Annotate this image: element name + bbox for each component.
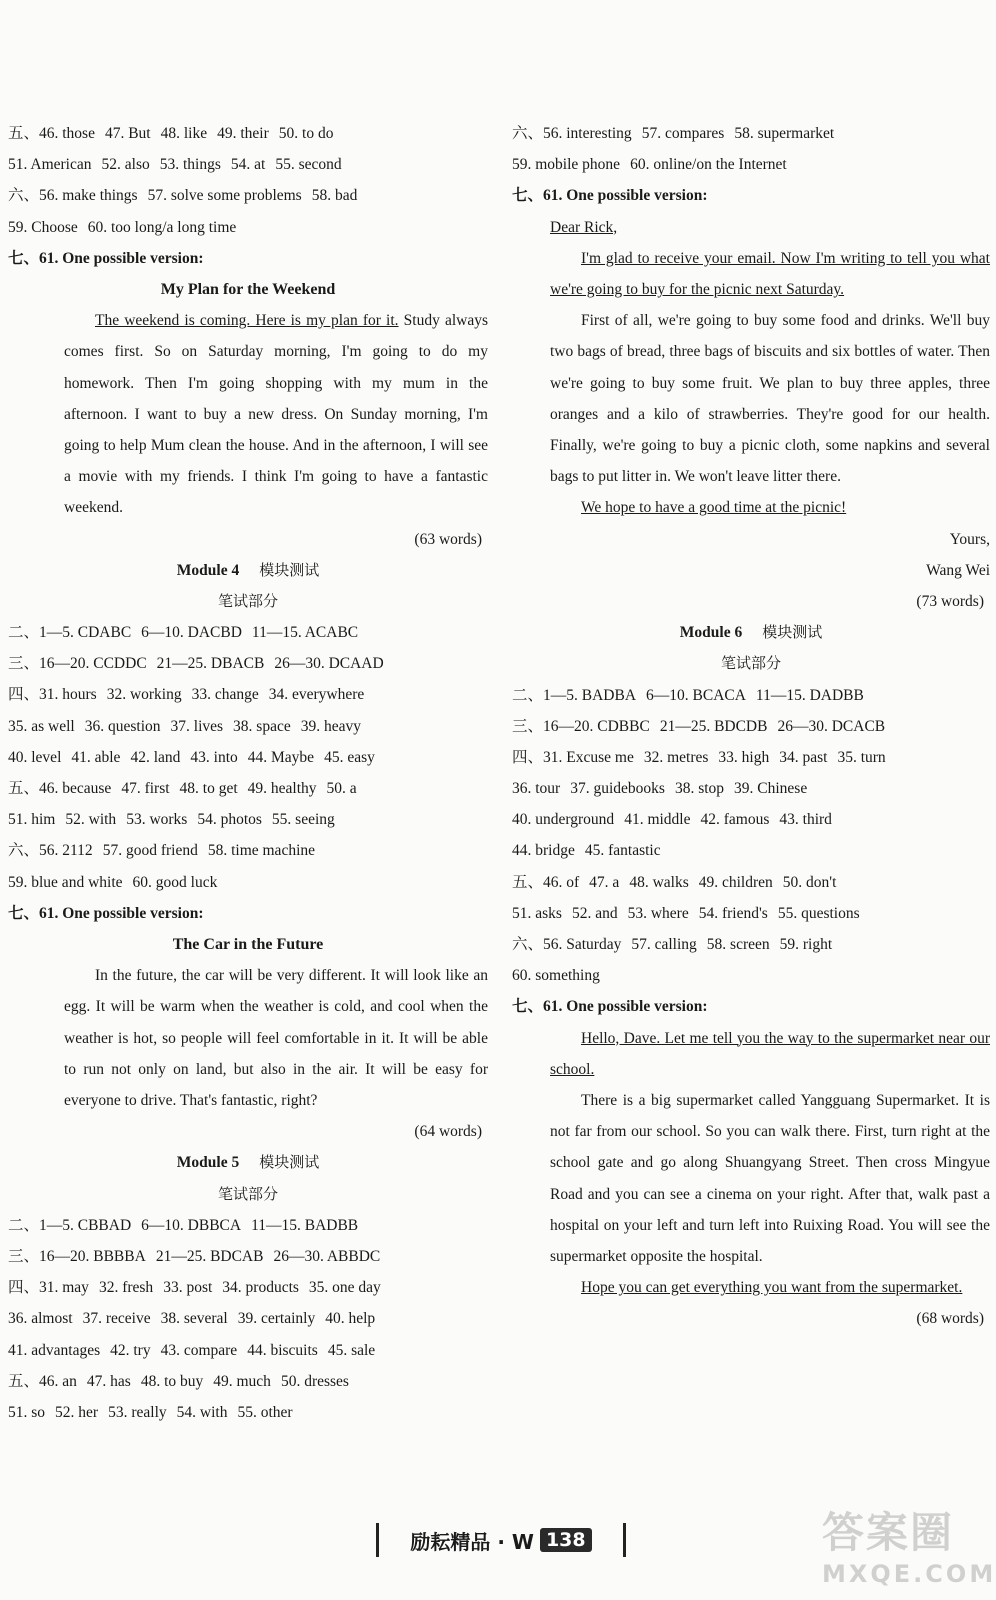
- left-column: [8, 118, 488, 1428]
- watermark-url: MXQE.COM: [822, 1560, 996, 1588]
- answer-item: 11—15. ACABC: [251, 624, 359, 642]
- answer-item: 50. to do: [278, 125, 334, 142]
- answer-item: 35. one day: [308, 1279, 381, 1297]
- answer-item: 50. don't: [782, 873, 837, 891]
- brand-label: 励耘精品 · W: [410, 1529, 534, 1554]
- essay-intro: 七、61. One possible version:: [8, 249, 204, 267]
- answer-item: 45. easy: [324, 748, 375, 766]
- answer-line: [512, 711, 990, 742]
- m3-answers: [8, 118, 488, 243]
- answer-line: [8, 1366, 488, 1397]
- answer-item: 39. Chinese: [734, 780, 808, 798]
- module-4-subtitle: 笔试部分: [217, 591, 278, 610]
- answer-item: 四、31. Excuse me: [512, 748, 634, 766]
- answer-item: 26—30. ABBDC: [273, 1247, 381, 1265]
- answer-item: 6—10. BCACA: [646, 686, 746, 704]
- answer-item: 41. middle: [624, 811, 691, 829]
- answer-item: 60. good luck: [132, 873, 218, 891]
- answer-item: 37. lives: [170, 717, 224, 735]
- essay-title: My Plan for the Weekend: [160, 280, 336, 298]
- answer-line: [512, 804, 990, 835]
- m5-answers: [8, 1210, 488, 1428]
- answer-item: 51. so: [8, 1403, 46, 1421]
- answer-item: 34. products: [222, 1279, 299, 1297]
- answer-item: 32. fresh: [98, 1279, 154, 1297]
- answer-item: 52. and: [571, 904, 618, 922]
- answer-line: [8, 617, 488, 648]
- answer-item: 六、56. interesting: [512, 125, 632, 142]
- answer-item: 6—10. DACBD: [141, 624, 242, 642]
- answer-item: 43. into: [190, 748, 238, 766]
- answer-item: 36. tour: [512, 780, 561, 798]
- answer-item: 三、16—20. CDBBC: [512, 717, 650, 735]
- essay-intro: 七、61. One possible version:: [512, 187, 708, 205]
- answer-item: 四、31. hours: [8, 686, 97, 704]
- answer-item: 45. fantastic: [584, 842, 661, 860]
- essay-para-2: There is a big supermarket called Yangguang Supermarket. It is not far from our school. So you can walk there. First, turn right at the school gate and go along Shuangyang Street. Then cross Mingyue Road and you can see a cinema on your right. After that, walk past a hospital on your left and turn left into Ruixing Road. You will see the supermarket opposite the hospital.: [550, 1091, 990, 1265]
- answer-item: 52. her: [55, 1403, 99, 1421]
- answer-item: 42. land: [130, 748, 181, 766]
- answer-item: 43. third: [779, 811, 832, 829]
- right-column: [512, 118, 990, 1335]
- answer-line: [8, 1272, 488, 1303]
- answer-item: 50. dresses: [280, 1372, 349, 1390]
- letter-para-3: We hope to have a good time at the picnic!: [581, 499, 847, 517]
- answer-line: [512, 960, 990, 991]
- answer-item: 二、1—5. BADBA: [512, 686, 637, 704]
- answer-item: 39. heavy: [300, 717, 361, 735]
- module-5-title: Module 5 模块测试: [176, 1153, 320, 1172]
- letter-salutation: Dear Rick,: [550, 218, 618, 236]
- module-4-title: Module 4 模块测试: [176, 560, 320, 579]
- answer-item: 33. post: [163, 1279, 213, 1297]
- answer-line: [8, 118, 488, 149]
- answer-item: 36. almost: [8, 1310, 73, 1328]
- answer-item: 32. metres: [643, 748, 709, 766]
- word-count: (64 words): [414, 1123, 482, 1141]
- answer-line: [8, 149, 488, 180]
- m6-essay: [512, 1023, 990, 1304]
- answer-item: 54. with: [176, 1403, 228, 1421]
- answer-item: 43. compare: [160, 1341, 238, 1359]
- answer-item: 34. past: [779, 748, 828, 766]
- answer-item: 35. turn: [837, 748, 886, 766]
- answer-item: 40. level: [8, 748, 62, 766]
- answer-item: 11—15. DADBB: [755, 686, 864, 704]
- answer-item: 57. solve some problems: [147, 187, 302, 205]
- answer-item: 55. questions: [777, 904, 860, 922]
- answer-item: 26—30. DCACB: [777, 717, 886, 735]
- answer-item: 六、56. 2112: [8, 842, 93, 860]
- answer-item: 55. seeing: [271, 811, 335, 829]
- answer-line: [8, 1335, 488, 1366]
- answer-item: 47. a: [589, 873, 620, 891]
- answer-item: 57. calling: [631, 936, 697, 954]
- answer-line: [8, 773, 488, 804]
- module-6-subtitle: 笔试部分: [720, 654, 781, 673]
- answer-item: 58. screen: [706, 936, 770, 954]
- answer-item: 21—25. DBACB: [156, 655, 265, 673]
- answer-item: 53. really: [108, 1403, 167, 1421]
- answer-item: 51. asks: [512, 904, 562, 922]
- answer-item: 54. photos: [197, 811, 262, 829]
- word-count: (63 words): [414, 530, 482, 548]
- answer-line: [512, 867, 990, 898]
- answer-item: 49. much: [213, 1372, 271, 1390]
- answer-item: 53. works: [126, 811, 188, 829]
- answer-item: 五、46. those: [8, 125, 95, 142]
- answer-item: 44. bridge: [512, 842, 575, 860]
- answer-item: 五、46. an: [8, 1372, 77, 1390]
- answer-line: [512, 118, 990, 149]
- answer-item: 41. advantages: [8, 1341, 101, 1359]
- answer-item: 52. with: [65, 811, 117, 829]
- watermark-logo: [822, 1500, 996, 1596]
- answer-item: 37. guidebooks: [570, 780, 665, 798]
- answer-line: [8, 867, 488, 898]
- answer-line: [512, 835, 990, 866]
- answer-item: 六、56. Saturday: [512, 936, 622, 954]
- module-6-title: Module 6 模块测试: [679, 623, 823, 642]
- essay-first-sentence: The weekend is coming. Here is my plan for it.: [95, 312, 399, 330]
- answer-item: 52. also: [101, 156, 150, 174]
- module-5-subtitle: 笔试部分: [217, 1184, 278, 1203]
- essay-para-3: Hope you can get everything you want from the supermarket.: [581, 1279, 963, 1297]
- letter-closing: Yours,: [949, 530, 990, 548]
- answer-item: 44. biscuits: [247, 1341, 318, 1359]
- m6-answers: [512, 680, 990, 992]
- essay-intro: 七、61. One possible version:: [512, 998, 708, 1016]
- answer-line: [8, 711, 488, 742]
- answer-item: 48. walks: [629, 873, 689, 891]
- answer-item: 58. supermarket: [734, 125, 835, 142]
- answer-item: 60. online/on the Internet: [630, 156, 787, 174]
- page-footer: [376, 1523, 626, 1557]
- answer-line: [512, 742, 990, 773]
- answer-item: 59. blue and white: [8, 873, 123, 891]
- answer-line: [8, 742, 488, 773]
- answer-item: 40. underground: [512, 811, 615, 829]
- answer-line: [8, 804, 488, 835]
- answer-item: 47. has: [86, 1372, 131, 1390]
- page-number: 138: [540, 1528, 592, 1552]
- answer-line: [512, 898, 990, 929]
- answer-item: 59. Choose: [8, 218, 78, 236]
- answer-item: 三、16—20. CCDDC: [8, 655, 147, 673]
- answer-item: 三、16—20. BBBBA: [8, 1247, 146, 1265]
- essay-title: The Car in the Future: [172, 935, 324, 953]
- answer-item: 54. friend's: [698, 904, 768, 922]
- answer-item: 41. able: [71, 748, 121, 766]
- answer-item: 48. to buy: [140, 1372, 204, 1390]
- essay-para-1: Hello, Dave. Let me tell you the way to the supermarket near our school.: [550, 1029, 990, 1078]
- answer-item: 38. several: [160, 1310, 228, 1328]
- answer-line: [512, 773, 990, 804]
- answer-item: 48. to get: [179, 780, 238, 798]
- answer-item: 47. first: [121, 780, 170, 798]
- answer-item: 42. try: [110, 1341, 151, 1359]
- word-count: (73 words): [916, 592, 984, 610]
- answer-item: 34. everywhere: [268, 686, 365, 704]
- answer-item: 53. where: [627, 904, 689, 922]
- answer-item: 35. as well: [8, 717, 75, 735]
- answer-line: [8, 679, 488, 710]
- answer-line: [8, 180, 488, 211]
- letter-para-2: First of all, we're going to buy some food and drinks. We'll buy two bags of bread, three bags of biscuits and six bottles of water. Then we're going to buy some fruit. We plan to buy three apples, three oranges and a kilo of strawberries. They're good for our health. Finally, we're going to buy a picnic cloth, some napkins and several bags to put litter in. We won't leave litter there.: [550, 312, 990, 486]
- answer-item: 38. space: [233, 717, 291, 735]
- answer-item: 二、1—5. CDABC: [8, 624, 132, 642]
- answer-item: 33. change: [191, 686, 259, 704]
- answer-item: 33. high: [718, 748, 770, 766]
- answer-item: 38. stop: [674, 780, 725, 798]
- answer-item: 55. other: [237, 1403, 293, 1421]
- answer-item: 40. help: [325, 1310, 376, 1328]
- answer-item: 59. mobile phone: [512, 156, 621, 174]
- answer-item: 26—30. DCAAD: [274, 655, 384, 673]
- answer-line: [8, 835, 488, 866]
- answer-item: 50. a: [326, 780, 357, 798]
- answer-item: 五、46. of: [512, 873, 580, 891]
- answer-item: 59. right: [779, 936, 833, 954]
- answer-item: 60. something: [512, 967, 600, 985]
- answer-item: 39. certainly: [237, 1310, 316, 1328]
- answer-item: 58. bad: [311, 187, 358, 205]
- answer-item: 57. good friend: [102, 842, 198, 860]
- m4-essay: [8, 960, 488, 1116]
- answer-item: 51. him: [8, 811, 56, 829]
- answer-item: 49. their: [217, 125, 269, 142]
- answer-line: [512, 929, 990, 960]
- answer-item: 49. children: [698, 873, 773, 891]
- m5-letter: [512, 212, 990, 586]
- m5-answers-cont: [512, 118, 990, 180]
- answer-item: 21—25. BDCDB: [659, 717, 768, 735]
- m3-essay: [8, 305, 488, 523]
- answer-item: 36. question: [84, 717, 161, 735]
- answer-item: 60. too long/a long time: [87, 218, 237, 236]
- answer-item: 二、1—5. CBBAD: [8, 1216, 132, 1234]
- answer-item: 58. time machine: [207, 842, 316, 860]
- answer-item: 32. working: [106, 686, 182, 704]
- answer-line: [512, 149, 990, 180]
- answer-item: 11—15. BADBB: [251, 1216, 359, 1234]
- answer-line: [512, 680, 990, 711]
- essay-intro: 七、61. One possible version:: [8, 904, 204, 922]
- answer-item: 37. receive: [82, 1310, 151, 1328]
- answer-item: 53. things: [159, 156, 221, 174]
- answer-item: 45. sale: [327, 1341, 376, 1359]
- essay-body: Study always comes first. So on Saturday morning, I'm going to do my homework. Then I'm going shopping with my mum in the afternoon. I want to buy a new dress. On Sunday morning, I'm going to help Mum clean the house. And in the afternoon, I will see a movie with my friends. I think I'm going to have a fantastic weekend.: [64, 312, 488, 517]
- answer-line: [8, 1303, 488, 1334]
- word-count: (68 words): [916, 1310, 984, 1328]
- m4-answers: [8, 617, 488, 898]
- answer-line: [8, 1210, 488, 1241]
- letter-para-1: I'm glad to receive your email. Now I'm writing to tell you what we're going to buy for the picnic next Saturday.: [550, 249, 990, 298]
- answer-item: 四、31. may: [8, 1279, 89, 1297]
- answer-item: 57. compares: [641, 125, 725, 142]
- letter-signature: Wang Wei: [926, 561, 990, 579]
- answer-line: [8, 1241, 488, 1272]
- answer-item: 6—10. DBBCA: [141, 1216, 242, 1234]
- answer-line: [8, 648, 488, 679]
- answer-item: 47. But: [104, 125, 151, 142]
- answer-item: 51. American: [8, 156, 92, 174]
- answer-item: 五、46. because: [8, 780, 112, 798]
- answer-item: 21—25. BDCAB: [155, 1247, 264, 1265]
- answer-item: 54. at: [230, 156, 266, 174]
- answer-item: 49. healthy: [247, 780, 317, 798]
- answer-line: [8, 212, 488, 243]
- answer-item: 55. second: [275, 156, 342, 174]
- essay-body: In the future, the car will be very different. It will look like an egg. It will be warm when the weather is cold, and cool when the weather is hot, so people will feel comfortable in it. It will be able to run not only on land, but also in the air. It will be easy for everyone to drive. That's fantastic, right?: [64, 967, 488, 1109]
- answer-line: [8, 1397, 488, 1428]
- answer-item: 42. famous: [700, 811, 770, 829]
- watermark-text: 答案圈: [822, 1508, 955, 1557]
- answer-item: 六、56. make things: [8, 187, 138, 205]
- answer-item: 48. like: [160, 125, 208, 142]
- answer-item: 44. Maybe: [247, 748, 315, 766]
